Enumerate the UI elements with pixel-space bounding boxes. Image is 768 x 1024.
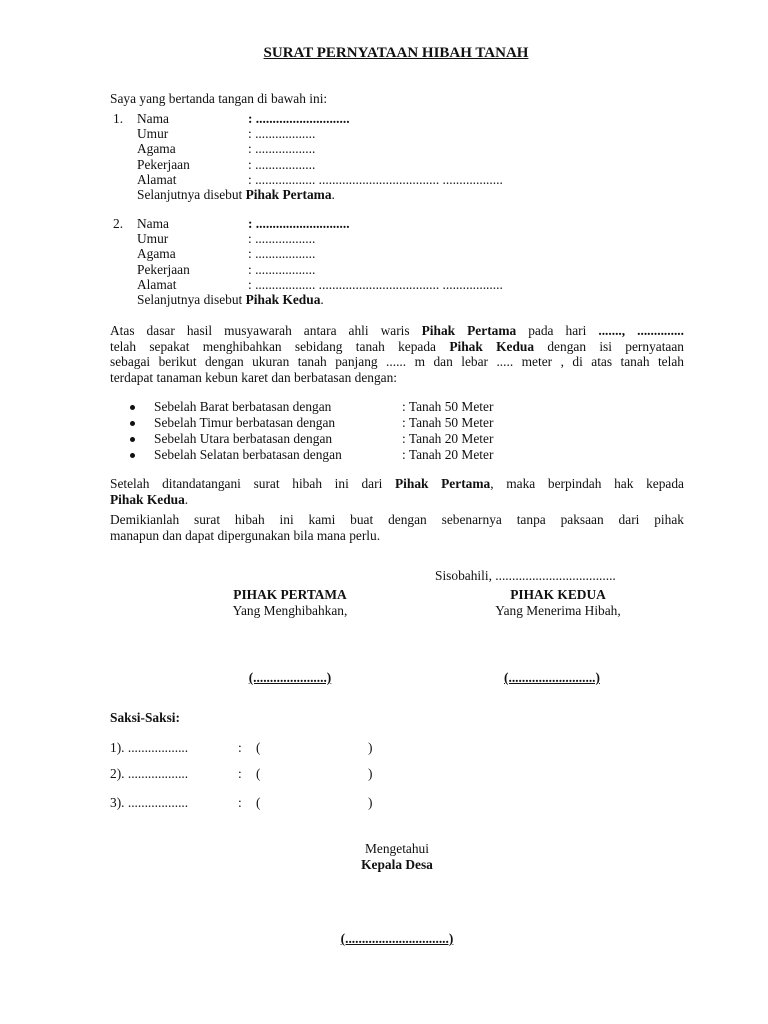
transfer-paragraph	[110, 476, 684, 507]
bullet-icon	[130, 405, 135, 410]
label-pekerjaan: Pekerjaan	[137, 156, 190, 172]
agreement-line-2: telah sepakat menghibahkan sebidang tanah kepada Pihak Kedua dengan isi pernyataan	[110, 338, 685, 354]
party-two-designation: Selanjutnya disebut Pihak Kedua.	[137, 291, 324, 307]
list-item: Sebelah Selatan berbatasan dengan : Tanah 20 Meter	[130, 447, 550, 463]
intro-text: Saya yang bertanda tangan di bawah ini:	[110, 91, 328, 106]
party-one-sign-title: PIHAK PERTAMA	[233, 587, 347, 602]
agreement-line-1: Atas dasar hasil musyawarah antara ahli waris Pihak Pertama pada hari ......., ..............	[110, 323, 685, 338]
bullet-icon	[130, 453, 135, 458]
party-one-umur-value: : ..................	[248, 126, 316, 142]
agreement-line-4: terdapat tanaman kebun karet dan berbatasan dengan:	[110, 369, 398, 385]
agreement-line-3: sebagai berikut dengan ukuran tanah panjang ...... m dan lebar ..... meter , di atas tanah telah	[110, 354, 684, 369]
border-list	[130, 399, 550, 463]
list-item: Sebelah Utara berbatasan dengan : Tanah 20 Meter	[130, 431, 550, 447]
party-one-nama-value: : ............................	[248, 111, 350, 126]
label-agama: Agama	[137, 246, 176, 262]
transfer-line-2: Pihak Kedua.	[110, 491, 189, 507]
transfer-line-1: Setelah ditandatangani surat hibah ini dari Pihak Pertama, maka berpindah hak kepada	[110, 476, 684, 491]
village-head-title: Kepala Desa	[361, 857, 433, 872]
label-alamat: Alamat	[137, 171, 177, 187]
party-two-number: 2.	[113, 216, 124, 231]
label-umur: Umur	[137, 126, 169, 142]
acknowledge-label: Mengetahui	[365, 841, 429, 856]
witness-title: Saksi-Saksi:	[110, 710, 180, 725]
party-two-sign-title: PIHAK KEDUA	[510, 587, 606, 602]
list-item: Sebelah Timur berbatasan dengan : Tanah 50 Meter	[130, 415, 550, 431]
witness-row: 1). .................. : ( )	[110, 740, 373, 755]
witness-row: 3). .................. : ( )	[110, 795, 373, 810]
label-alamat: Alamat	[137, 276, 177, 292]
party-one-signature-line: (......................)	[248, 670, 332, 685]
closing-line-1: Demikianlah surat hibah ini kami buat dengan sebenarnya tanpa paksaan dari pihak	[110, 512, 684, 527]
party-two-section	[110, 216, 610, 307]
agreement-paragraph	[110, 323, 684, 385]
party-one-alamat-value: : .................. .................................... ..................	[248, 171, 503, 187]
party-one-agama-value: : ..................	[248, 141, 316, 157]
village-head-signature-line: (...............................)	[340, 931, 454, 946]
list-item: Sebelah Barat berbatasan dengan : Tanah 50 Meter	[130, 399, 550, 415]
party-two-alamat-value: : .................. .................................... ..................	[248, 276, 503, 292]
place-date: Sisobahili, ....................................	[435, 568, 616, 583]
party-two-pekerjaan-value: : ..................	[248, 261, 316, 277]
party-two-agama-value: : ..................	[248, 246, 316, 262]
label-agama: Agama	[137, 141, 176, 157]
closing-line-2: manapun dan dapat dipergunakan bila mana perlu.	[110, 527, 381, 543]
label-pekerjaan: Pekerjaan	[137, 261, 190, 277]
party-one-section	[110, 111, 610, 202]
party-one-number: 1.	[113, 111, 124, 126]
party-two-nama-value: : ............................	[248, 216, 350, 231]
witness-row: 2). .................. : ( )	[110, 766, 373, 781]
bullet-icon	[130, 421, 135, 426]
label-nama: Nama	[137, 111, 169, 126]
party-two-signature-line: (..........................)	[504, 670, 600, 685]
party-one-designation: Selanjutnya disebut Pihak Pertama.	[137, 186, 335, 202]
party-one-pekerjaan-value: : ..................	[248, 156, 316, 172]
label-nama: Nama	[137, 216, 169, 231]
party-two-umur-value: : ..................	[248, 231, 316, 247]
document-title: SURAT PERNYATAAN HIBAH TANAH	[263, 45, 529, 61]
party-one-sign-role: Yang Menghibahkan,	[232, 603, 348, 618]
party-two-sign-role: Yang Menerima Hibah,	[495, 603, 621, 618]
closing-paragraph	[110, 512, 684, 543]
label-umur: Umur	[137, 231, 169, 247]
bullet-icon	[130, 437, 135, 442]
